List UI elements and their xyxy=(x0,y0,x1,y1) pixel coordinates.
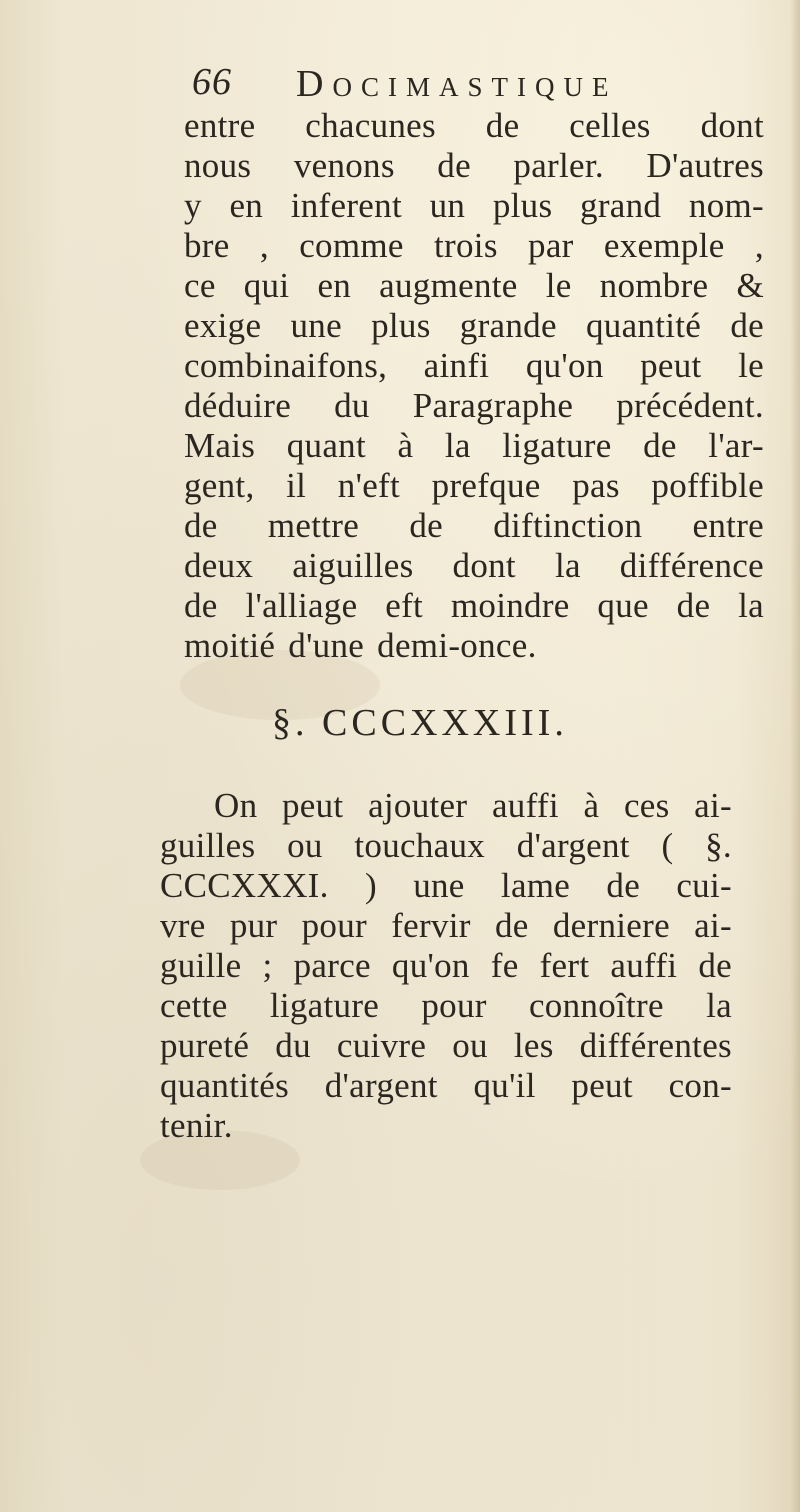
text-line xyxy=(160,986,732,1026)
word: pour xyxy=(421,986,487,1025)
word: peut xyxy=(571,1066,633,1105)
word: con- xyxy=(668,1066,732,1105)
text-line: moitié d'une demi-once. xyxy=(184,626,537,665)
word: auffi xyxy=(491,786,559,825)
word: mettre xyxy=(267,506,360,545)
word: comme xyxy=(299,226,404,265)
word: bre xyxy=(184,226,230,265)
word: ; xyxy=(262,946,273,985)
word: de xyxy=(437,146,471,185)
word: il xyxy=(286,466,307,505)
word: peut xyxy=(282,786,344,825)
word: exige xyxy=(184,306,262,345)
word: dont xyxy=(700,106,764,145)
word: auffi xyxy=(610,946,678,985)
word: ) xyxy=(364,866,377,905)
word: venons xyxy=(293,146,395,185)
word: lame xyxy=(500,866,571,905)
word: ajouter xyxy=(368,786,468,825)
word: n'eft xyxy=(337,466,401,505)
word: ce xyxy=(184,266,216,305)
word: une xyxy=(413,866,465,905)
word: qu'on xyxy=(525,346,604,385)
word: exemple xyxy=(603,226,725,265)
word: de xyxy=(643,426,677,465)
text-line xyxy=(160,826,732,866)
text-line xyxy=(184,226,764,266)
word: prefque xyxy=(431,466,541,505)
word: grand xyxy=(580,186,662,225)
word: plus xyxy=(492,186,553,225)
word: chacunes xyxy=(305,106,436,145)
word: cette xyxy=(160,986,228,1025)
text-line xyxy=(160,1066,732,1106)
word: eft xyxy=(385,586,424,625)
word: du xyxy=(334,386,370,425)
word: de xyxy=(606,866,641,905)
word: quantités xyxy=(160,1066,290,1105)
text-line xyxy=(184,146,764,186)
page-number: 66 xyxy=(192,61,232,103)
word: d'argent xyxy=(516,826,630,865)
word: la xyxy=(444,426,471,465)
word: nous xyxy=(184,146,252,185)
word: grande xyxy=(459,306,557,345)
word: que xyxy=(597,586,649,625)
paragraph-1 xyxy=(184,106,764,666)
word: pas xyxy=(572,466,620,505)
word: de xyxy=(494,906,529,945)
word: déduire xyxy=(184,386,292,425)
word: cuivre xyxy=(336,1026,427,1065)
word: ai- xyxy=(694,906,732,945)
word: inferent xyxy=(290,186,402,225)
word: quant xyxy=(286,426,366,465)
text-line xyxy=(184,346,764,386)
word: ligature xyxy=(502,426,612,465)
word: cui- xyxy=(676,866,732,905)
word: connoître xyxy=(528,986,664,1025)
word: ai- xyxy=(694,786,732,825)
text-line xyxy=(184,186,764,226)
word: guille xyxy=(160,946,242,985)
section-title: §. CCCXXXIII. xyxy=(272,702,568,744)
word: touchaux xyxy=(354,826,486,865)
word: poffible xyxy=(651,466,764,505)
paragraph-2 xyxy=(160,786,732,1146)
word: , xyxy=(259,226,269,265)
word: en xyxy=(317,266,352,305)
word: de xyxy=(184,506,218,545)
word: de xyxy=(485,106,520,145)
word: ou xyxy=(452,1026,488,1065)
word: derniere xyxy=(552,906,670,945)
text-line xyxy=(184,546,764,586)
word: , xyxy=(754,226,764,265)
word: pureté xyxy=(160,1026,250,1065)
word: à xyxy=(583,786,600,825)
word: l'ar- xyxy=(708,426,764,465)
word: gent, xyxy=(184,466,255,505)
text-line xyxy=(160,946,732,986)
word: parce xyxy=(293,946,371,985)
word: de xyxy=(184,586,218,625)
word: un xyxy=(429,186,466,225)
word: plus xyxy=(371,306,431,345)
word: combinaifons, xyxy=(184,346,388,385)
word: la xyxy=(706,986,732,1025)
word: quantité xyxy=(586,306,702,345)
word: vre xyxy=(160,906,206,945)
word: une xyxy=(290,306,342,345)
word: entre xyxy=(692,506,764,545)
text-line xyxy=(160,786,732,826)
word: ou xyxy=(287,826,323,865)
text-line xyxy=(184,426,764,466)
word: le xyxy=(738,346,764,385)
word: guilles xyxy=(160,826,256,865)
word: trois xyxy=(434,226,498,265)
word: par xyxy=(528,226,574,265)
word: qu'il xyxy=(473,1066,536,1105)
text-line xyxy=(160,1026,732,1066)
word: §. xyxy=(705,826,732,865)
word: pur xyxy=(229,906,278,945)
word: ainfi xyxy=(423,346,490,385)
word: augmente xyxy=(379,266,518,305)
word: à xyxy=(397,426,414,465)
word: ces xyxy=(623,786,670,825)
text-line xyxy=(160,866,732,906)
text-line xyxy=(184,586,764,626)
word: en xyxy=(229,186,264,225)
text-line: tenir. xyxy=(160,1106,233,1145)
running-head: Docimastique xyxy=(296,63,618,105)
word: dont xyxy=(452,546,516,585)
word: le xyxy=(545,266,572,305)
word: aiguilles xyxy=(292,546,414,585)
word: la xyxy=(554,546,581,585)
word: parler. xyxy=(513,146,604,185)
word: différentes xyxy=(579,1026,732,1065)
word: On xyxy=(214,786,258,825)
word: moindre xyxy=(450,586,570,625)
word: qui xyxy=(243,266,290,305)
word: ligature xyxy=(269,986,380,1025)
word: qu'on xyxy=(391,946,470,985)
word: Paragraphe xyxy=(412,386,574,425)
word: peut xyxy=(640,346,702,385)
word: & xyxy=(736,266,764,305)
text-line xyxy=(184,106,764,146)
word: deux xyxy=(184,546,254,585)
word: pour xyxy=(301,906,367,945)
word: fervir xyxy=(391,906,471,945)
word: D'autres xyxy=(646,146,764,185)
text-line xyxy=(160,906,732,946)
word: diftinction xyxy=(493,506,643,545)
word: fe xyxy=(490,946,519,985)
word: entre xyxy=(184,106,256,145)
text-line xyxy=(184,506,764,546)
text-line xyxy=(184,266,764,306)
word: ( xyxy=(661,826,674,865)
word: celles xyxy=(569,106,651,145)
word: de xyxy=(676,586,711,625)
word: différence xyxy=(619,546,764,585)
word: l'alliage xyxy=(245,586,358,625)
word: la xyxy=(738,586,764,625)
word: nom- xyxy=(688,186,764,225)
text-line xyxy=(184,466,764,506)
word: les xyxy=(513,1026,554,1065)
text-line xyxy=(184,386,764,426)
text-line xyxy=(184,306,764,346)
word: de xyxy=(730,306,764,345)
word: précédent. xyxy=(616,386,764,425)
word: du xyxy=(275,1026,311,1065)
page-edge-shadow xyxy=(790,0,800,1512)
word: Mais xyxy=(184,426,256,465)
word: y xyxy=(184,186,202,225)
word: CCCXXXI. xyxy=(160,866,329,905)
word: fert xyxy=(539,946,590,985)
word: nombre xyxy=(599,266,709,305)
word: de xyxy=(409,506,443,545)
word: d'argent xyxy=(324,1066,438,1105)
word: de xyxy=(698,946,732,985)
